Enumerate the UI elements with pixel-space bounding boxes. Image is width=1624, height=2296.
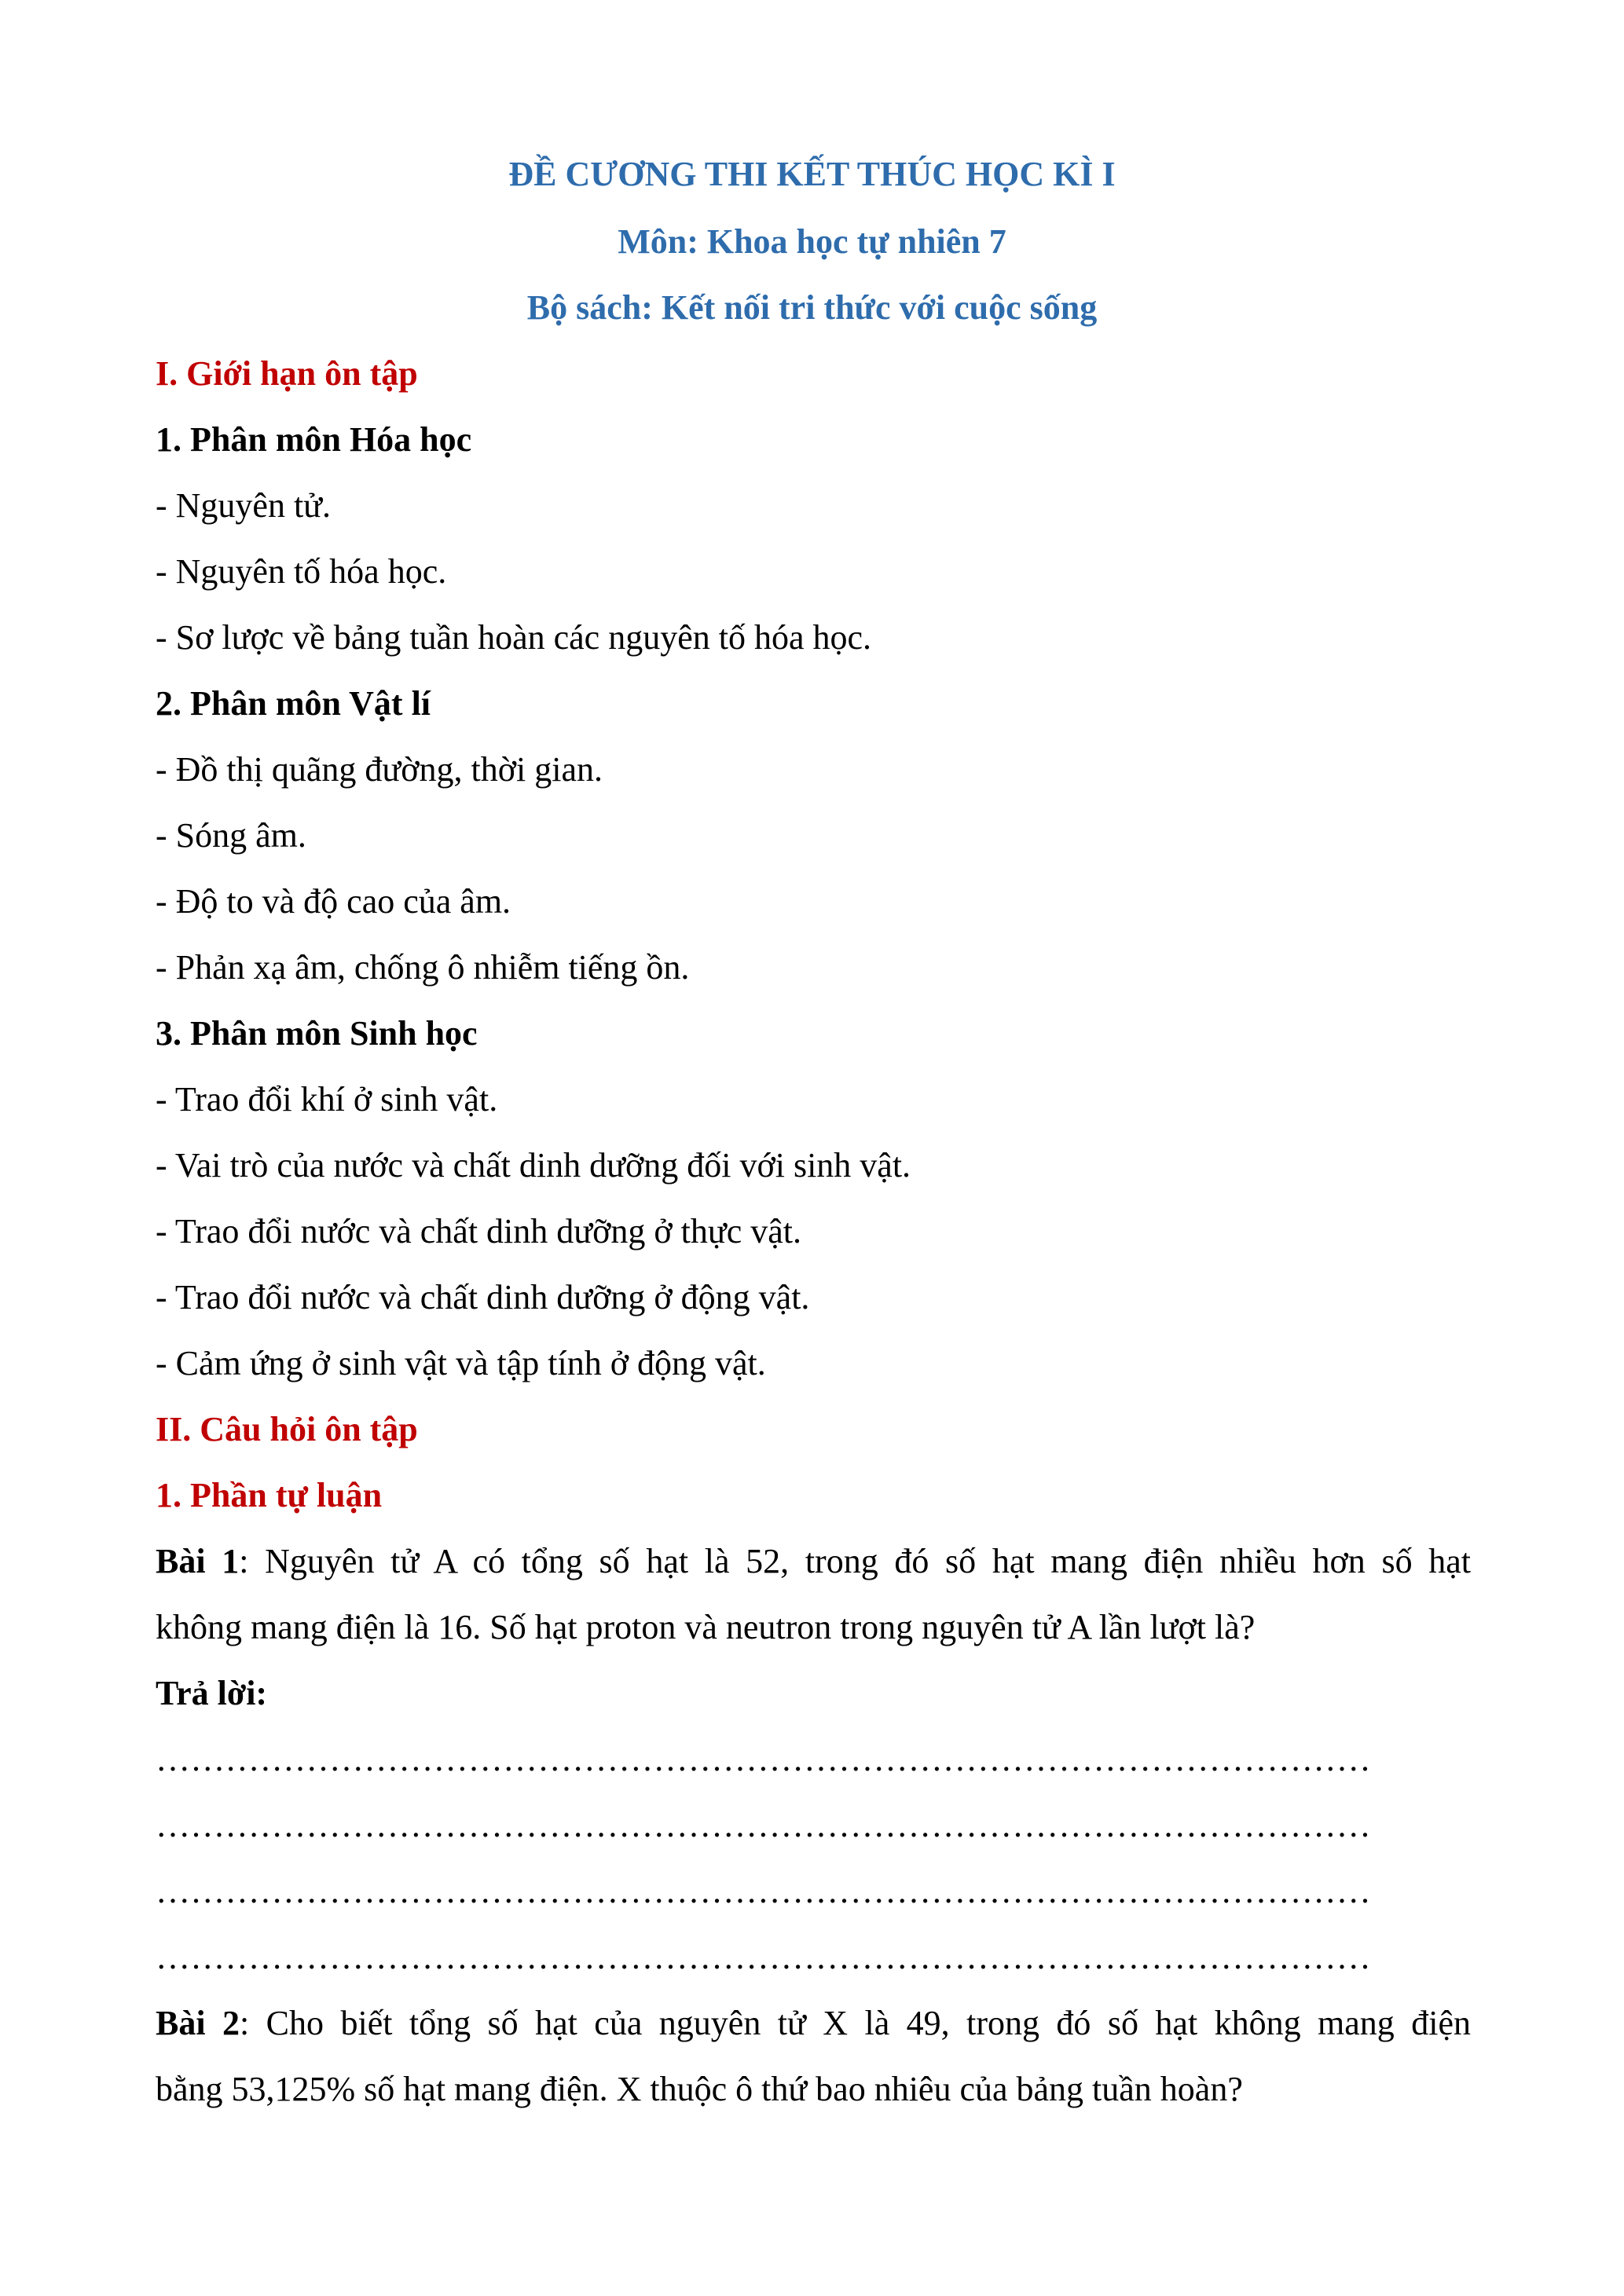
subject-title: Môn: Khoa học tự nhiên 7 xyxy=(618,222,1006,261)
question-1-text: : Nguyên tử A có tổng số hạt là 52, trong đó số hạt mang điện nhiều hơn số hạt xyxy=(239,1542,1471,1580)
document-title: ĐỀ CƯƠNG THI KẾT THÚC HỌC KÌ I xyxy=(508,155,1116,193)
biology-item: - Trao đổi khí ở sinh vật. xyxy=(156,1080,498,1119)
essay-part-heading: 1. Phần tự luận xyxy=(156,1476,383,1514)
biology-item: - Cảm ứng ở sinh vật và tập tính ở động vật. xyxy=(156,1344,766,1382)
biology-heading: 3. Phân môn Sinh học xyxy=(156,1014,478,1053)
book-title: Bộ sách: Kết nối tri thức với cuộc sống xyxy=(526,288,1098,327)
chemistry-item: - Nguyên tử. xyxy=(156,486,332,525)
chemistry-item: - Nguyên tố hóa học. xyxy=(156,552,447,591)
biology-item: - Trao đổi nước và chất dinh dưỡng ở động vật. xyxy=(156,1278,810,1316)
chemistry-item: - Sơ lược về bảng tuần hoàn các nguyên tố hóa học. xyxy=(156,618,872,657)
physics-item: - Phản xạ âm, chống ô nhiễm tiếng ồn. xyxy=(156,948,690,987)
section-2-heading: II. Câu hỏi ôn tập xyxy=(156,1410,418,1448)
question-1-line: không mang điện là 16. Số hạt proton và neutron trong nguyên tử A lần lượt là? xyxy=(156,1608,1256,1646)
chemistry-heading: 1. Phân môn Hóa học xyxy=(156,420,472,459)
biology-item: - Trao đổi nước và chất dinh dưỡng ở thực vật. xyxy=(156,1212,802,1251)
physics-item: - Độ to và độ cao của âm. xyxy=(156,882,511,921)
answer-line: …………………………………………………………………………………………… xyxy=(156,1938,1371,1976)
question-1-label: Bài 1 xyxy=(156,1542,240,1580)
physics-item: - Đồ thị quãng đường, thời gian. xyxy=(156,750,603,789)
answer-label: Trả lời: xyxy=(156,1674,268,1712)
question-2-text: : Cho biết tổng số hạt của nguyên tử X là 49, trong đó số hạt không mang điện xyxy=(240,2004,1471,2042)
physics-item: - Sóng âm. xyxy=(156,816,306,855)
biology-item: - Vai trò của nước và chất dinh dưỡng đối với sinh vật. xyxy=(156,1146,911,1185)
question-2-line: bằng 53,125% số hạt mang điện. X thuộc ô thứ bao nhiêu của bảng tuần hoàn? xyxy=(156,2070,1243,2108)
section-1-heading: I. Giới hạn ôn tập xyxy=(156,354,418,393)
question-2-line xyxy=(156,2003,1471,2043)
answer-line: …………………………………………………………………………………………… xyxy=(156,1872,1371,1910)
answer-line: …………………………………………………………………………………………… xyxy=(156,1740,1371,1778)
answer-line: …………………………………………………………………………………………… xyxy=(156,1806,1371,1844)
question-1-line xyxy=(156,1541,1471,1581)
physics-heading: 2. Phân môn Vật lí xyxy=(156,684,431,723)
question-2-label: Bài 2 xyxy=(156,2004,240,2042)
